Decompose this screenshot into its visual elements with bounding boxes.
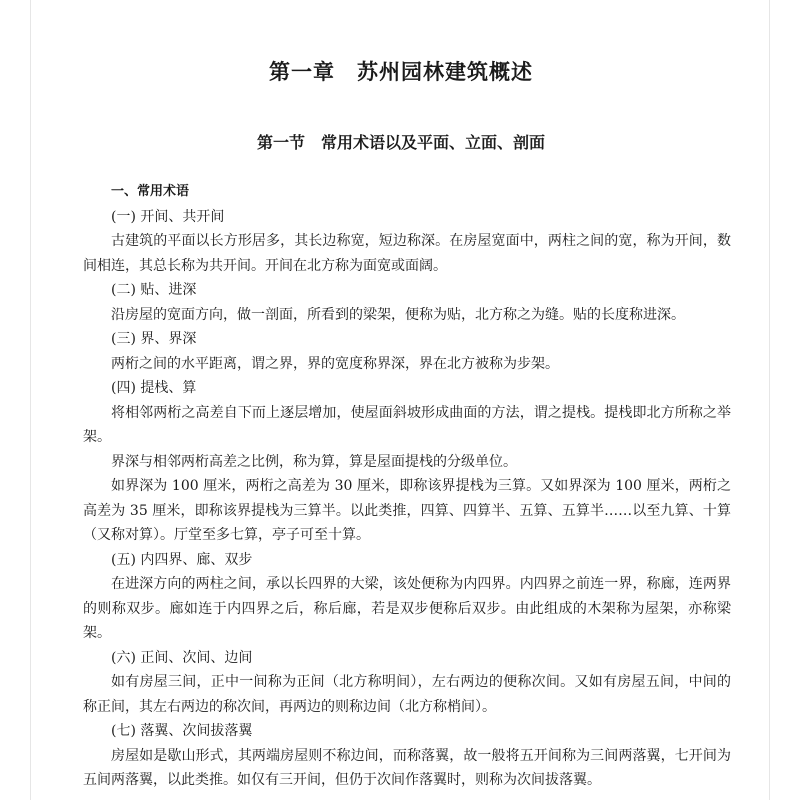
paragraph: 如有房屋三间，正中一间称为正间（北方称明间），左右两边的便称次间。又如有房屋五间，中间的称正间，其左右两边的称次间，再两边的则称边间（北方称梢间）。 — [83, 674, 731, 715]
paragraph: 界深与相邻两桁高差之比例，称为算，算是屋面提栈的分级单位。 — [111, 453, 517, 470]
term-heading: (三) 界、界深 — [111, 331, 197, 347]
subsection-heading: 一、常用术语 — [111, 184, 190, 199]
paragraph: 沿房屋的宽面方向，做一剖面，所看到的梁架，便称为贴，北方称之为缝。贴的长度称进深。 — [111, 306, 685, 323]
section-title: 第一节 常用术语以及平面、立面、剖面 — [256, 133, 545, 152]
paragraph: 在进深方向的两柱之间，承以长四界的大梁，该处便称为内四界。内四界之前连一界，称廊，连两界的则称双步。廊如连于内四界之后，称后廊，若是双步便称后双步。由此组成的木架称为屋架，亦称梁架。 — [83, 576, 731, 641]
term-heading: (六) 正间、次间、边间 — [111, 649, 253, 666]
term-heading: (四) 提栈、算 — [111, 380, 197, 396]
paragraph: 将相邻两桁之高差自下而上逐层增加，使屋面斜坡形成曲面的方法，谓之提栈。提栈即北方所称之举架。 — [83, 404, 731, 445]
term-heading: (二) 贴、进深 — [111, 282, 197, 298]
term-heading: (五) 内四界、廊、双步 — [111, 551, 253, 568]
paragraph: 房屋如是歇山形式，其两端房屋则不称边间，而称落翼，故一般将五开间称为三间两落翼，七开间为五间两落翼，以此类推。如仅有三开间，但仍于次间作落翼时，则称为次间拔落翼。 — [83, 747, 731, 788]
paragraph: 古建筑的平面以长方形居多，其长边称宽，短边称深。在房屋宽面中，两柱之间的宽，称为开间，数间相连，其总长称为共开间。开间在北方称为面宽或面阔。 — [83, 233, 731, 274]
term-heading: (七) 落翼、次间拔落翼 — [111, 723, 253, 739]
term-heading: (一) 开间、共开间 — [111, 208, 225, 225]
document-page — [30, 0, 770, 800]
paragraph: 如界深为 100 厘米，两桁之高差为 30 厘米，即称该界提栈为三算。又如界深为 100 厘米，两桁之高差为 35 厘米，即称该界提栈为三算半。以此类推，四算、四算半、五算、五算半……以至九算、十算（又称对算）。厅堂至多七算，亭子可至十算。 — [83, 478, 731, 543]
body-text — [83, 180, 731, 793]
paragraph: 两桁之间的水平距离，谓之界，界的宽度称界深，界在北方被称为步架。 — [111, 355, 559, 372]
chapter-title: 第一章 苏州园林建筑概述 — [269, 60, 533, 84]
